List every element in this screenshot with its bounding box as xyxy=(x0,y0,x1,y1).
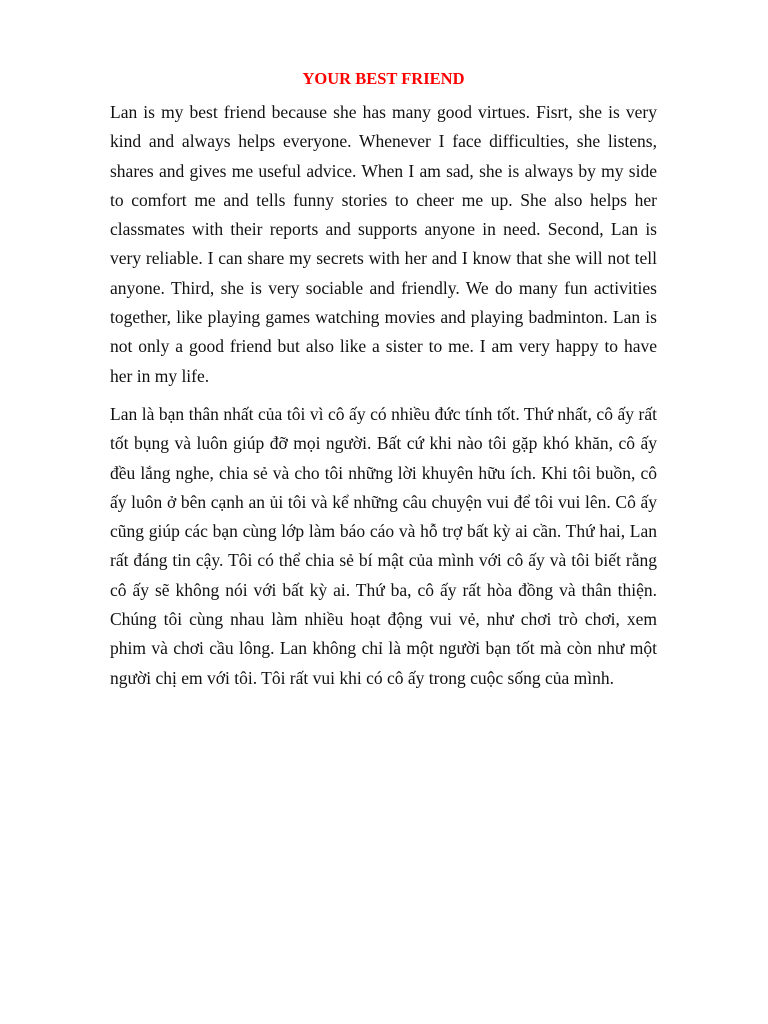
paragraph-vietnamese: Lan là bạn thân nhất của tôi vì cô ấy có nhiều đức tính tốt. Thứ nhất, cô ấy rất tốt bụng và luôn giúp đỡ mọi người. Bất cứ khi nào tôi gặp khó khăn, cô ấy đều lắng nghe, chia sẻ và cho tôi những lời khuyên hữu ích. Khi tôi buồn, cô ấy luôn ở bên cạnh an ủi tôi và kể những câu chuyện vui để tôi vui lên. Cô ấy cũng giúp các bạn cùng lớp làm báo cáo và hỗ trợ bất kỳ ai cần. Thứ hai, Lan rất đáng tin cậy. Tôi có thể chia sẻ bí mật của mình với cô ấy và tôi biết rằng cô ấy sẽ không nói với bất kỳ ai. Thứ ba, cô ấy rất hòa đồng và thân thiện. Chúng tôi cùng nhau làm nhiều hoạt động vui vẻ, như chơi trò chơi, xem phim và chơi cầu lông. Lan không chỉ là một người bạn tốt mà còn như một người chị em với tôi. Tôi rất vui khi có cô ấy trong cuộc sống của mình. xyxy=(110,403,657,688)
document-body xyxy=(110,67,657,693)
document-title: YOUR BEST FRIEND xyxy=(302,69,465,88)
paragraph-english: Lan is my best friend because she has many good virtues. Fisrt, she is very kind and always helps everyone. Whenever I face difficulties, she listens, shares and gives me useful advice. When I am sad, she is always by my side to comfort me and tells funny stories to cheer me up. She also helps her classmates with their reports and supports anyone in need. Second, Lan is very reliable. I can share my secrets with her and I know that she will not tell anyone. Third, she is very sociable and friendly. We do many fun activities together, like playing games watching movies and playing badminton. Lan is not only a good friend but also like a sister to me. I am very happy to have her in my life. xyxy=(110,102,657,386)
